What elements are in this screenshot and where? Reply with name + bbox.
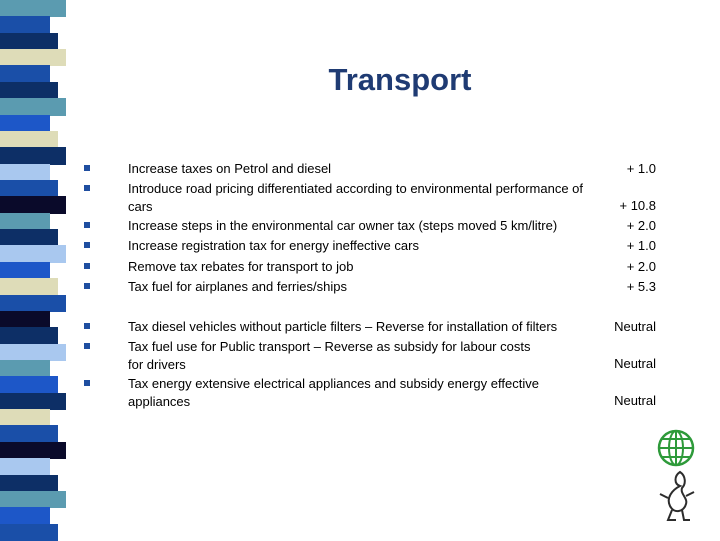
stripe-block [0,262,50,279]
stripe-block [0,49,66,66]
item-value: + 1.0 [626,161,656,176]
stripe-block [0,213,50,230]
item-text: Tax fuel use for Public transport – Reverse as subsidy for labour costs for drivers [128,339,531,372]
stripe-block [0,245,66,262]
stripe-block [0,393,66,410]
bullet-icon [84,222,90,228]
stripe-block [0,115,50,132]
item-text: Tax diesel vehicles without particle filters – Reverse for installation of filters [128,319,558,334]
stripe-block [0,147,66,164]
stripe-block [0,475,58,492]
stripe-block [0,425,58,442]
decorative-stripe [0,0,66,540]
item-value: + 10.8 [619,198,656,213]
stripe-block [0,196,66,213]
stripe-block [0,344,66,361]
stripe-block [0,98,66,115]
item-text: Introduce road pricing differentiated according to environmental performance of cars [128,181,584,214]
stripe-block [0,409,50,426]
item-text: Tax fuel for airplanes and ferries/ships [128,279,347,294]
stripe-block [0,442,66,459]
stripe-block [0,295,66,312]
item-value: + 1.0 [626,238,656,253]
item-value: + 2.0 [626,218,656,233]
stripe-block [0,278,58,295]
item-value: Neutral [614,319,656,334]
item-text: Increase taxes on Petrol and diesel [128,161,332,176]
stripe-block [0,164,50,181]
bullet-icon [84,323,90,329]
stripe-block [0,180,58,197]
item-text: Tax energy extensive electrical appliances and subsidy energy effective appliances [128,376,539,409]
item-value: Neutral [614,393,656,408]
stripe-block [0,82,58,99]
stripe-block [0,65,50,82]
stripe-block [0,507,50,524]
stripe-block [0,0,66,17]
stripe-block [0,458,50,475]
stripe-block [0,311,50,328]
stripe-block [0,229,58,246]
item-text: Remove tax rebates for transport to job [128,259,354,274]
bullet-icon [84,185,90,191]
item-text: Increase steps in the environmental car owner tax (steps moved 5 km/litre) [128,218,558,233]
bullet-icon [84,242,90,248]
stripe-block [0,376,58,393]
bullet-icon [84,165,90,171]
slide-title: Transport [328,62,472,97]
item-text: Increase registration tax for energy ineffective cars [128,238,419,253]
stripe-block [0,33,58,50]
bullet-icon [84,380,90,386]
stripe-block [0,360,50,377]
bullet-icon [84,343,90,349]
globe-figure-logo-icon [650,428,706,524]
stripe-block [0,327,58,344]
stripe-block [0,131,58,148]
bullet-icon [84,263,90,269]
item-value: Neutral [614,356,656,371]
bullet-icon [84,283,90,289]
item-value: + 2.0 [626,259,656,274]
stripe-block [0,16,50,33]
stripe-block [0,524,58,541]
stripe-block [0,491,66,508]
item-value: + 5.3 [626,279,656,294]
